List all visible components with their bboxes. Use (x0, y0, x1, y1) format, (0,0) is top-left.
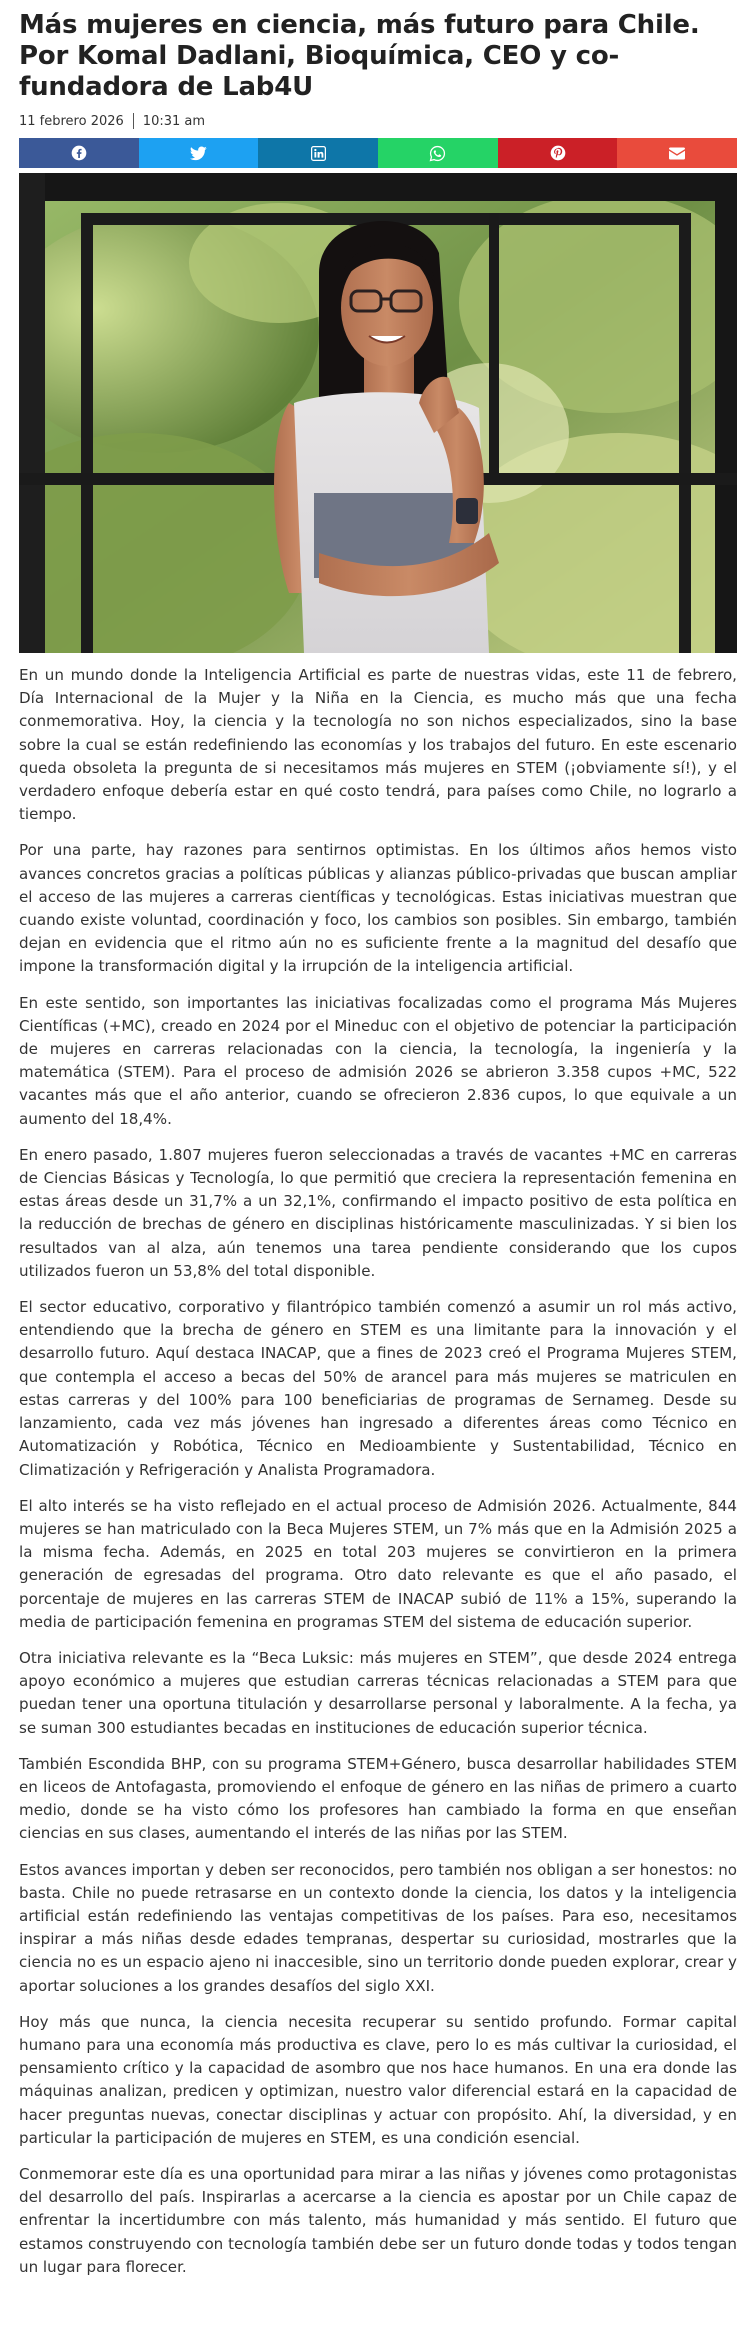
whatsapp-icon (429, 145, 446, 162)
article-paragraph: También Escondida BHP, con su programa STEM+Género, busca desarrollar habilidades STEM en liceos de Antofagasta, promoviendo el enfoque de género en las niñas de primero a cuarto medio, donde se ha visto cómo los profesores han cambiado la forma en que enseñan ciencias en sus clases, aumentando el interés de las niñas por las STEM. (19, 1754, 737, 1843)
facebook-icon (71, 145, 87, 161)
portrait-photo (19, 173, 737, 653)
article-paragraph: Estos avances importan y deben ser reconocidos, pero también nos obligan a ser honestos: no basta. Chile no puede retrasarse en un contexto donde la ciencia, los datos y la inteligencia artificial están redefiniendo las ventajas competitivas de los países. Para eso, necesitamos inspirar a más niñas desde edades tempranas, despertar su curiosidad, mostrarles que la ciencia no es un espacio ajeno ni inaccesible, sino un territorio donde pueden explorar, crear y aportar soluciones a los grandes desafíos del siglo XXI. (19, 1860, 737, 1995)
share-email-button[interactable] (617, 138, 737, 168)
article-hero-image (19, 173, 737, 653)
share-pinterest-button[interactable] (498, 138, 618, 168)
pinterest-icon (550, 145, 566, 161)
article-paragraph: El alto interés se ha visto reflejado en el actual proceso de Admisión 2026. Actualmente, 844 mujeres se han matriculado con la Beca Mujeres STEM, un 7% más que en la Admisión 2025 a la misma fecha. Además, en 2025 en total 203 mujeres se convirtieron en la primera generación de egresadas del programa. Otro dato relevante es que el año pasado, el porcentaje de mujeres en las carreras STEM de INACAP subió de 11% a 15%, superando la media de participación femenina en programas STEM del sistema de educación superior. (19, 1496, 737, 1631)
article-paragraph: En un mundo donde la Inteligencia Artificial es parte de nuestras vidas, este 11 de febrero, Día Internacional de la Mujer y la Niña en la Ciencia, es mucho más que una fecha conmemorativa. Hoy, la ciencia y la tecnología no son nichos especializados, sino la base sobre la cual se están redefiniendo las economías y los trabajos del futuro. En este escenario queda obsoleta la pregunta de si necesitamos más mujeres en STEM (¡obviamente sí!), y el verdadero enfoque debería estar en qué costo tendrá, para países como Chile, no lograrlo a tiempo. (19, 666, 737, 824)
linkedin-icon (311, 146, 326, 161)
share-whatsapp-button[interactable] (378, 138, 498, 168)
email-icon (669, 147, 685, 160)
article-meta (19, 112, 737, 130)
meta-divider (133, 113, 134, 129)
article-paragraph: Otra iniciativa relevante es la “Beca Luksic: más mujeres en STEM”, que desde 2024 entrega apoyo económico a mujeres que estudian carreras técnicas relacionadas a STEM para que puedan tener una oportuna titulación y desarrollarse personal y laboralmente. A la fecha, ya se suman 300 estudiantes becadas en instituciones de educación superior técnica. (19, 1648, 737, 1737)
article-paragraph: Por una parte, hay razones para sentirnos optimistas. En los últimos años hemos visto avances concretos gracias a políticas públicas y alianzas público-privadas que buscan ampliar el acceso de las mujeres a carreras científicas y tecnológicas. Estas iniciativas muestran que cuando existe voluntad, coordinación y foco, los cambios son posibles. Sin embargo, también dejan en evidencia que el ritmo aún no es suficiente frente a la magnitud del desafío que impone la transformación digital y la irrupción de la inteligencia artificial. (19, 841, 737, 976)
article-paragraph: En enero pasado, 1.807 mujeres fueron seleccionadas a través de vacantes +MC en carreras de Ciencias Básicas y Tecnología, lo que permitió que creciera la representación femenina en estas áreas desde un 31,7% a un 32,1%, confirmando el impacto positivo de esta política en la reducción de brechas de género en disciplinas históricamente masculinizadas. Y si bien los resultados van al alza, aún tenemos una tarea pendiente considerando que los cupos utilizados fueron un 53,8% del total disponible. (19, 1145, 737, 1280)
twitter-icon (190, 146, 207, 161)
article-paragraph: El sector educativo, corporativo y filantrópico también comenzó a asumir un rol más activo, entendiendo que la brecha de género en STEM es una limitante para la innovación y el desarrollo futuro. Aquí destaca INACAP, que a fines de 2023 creó el Programa Mujeres STEM, que contempla el acceso a becas del 50% de arancel para más mujeres se matriculen en estas carreras y del 100% para 100 beneficiarias de programas de Sernameg. Desde su lanzamiento, cada vez más jóvenes han ingresado a diferentes áreas como Técnico en Automatización y Robótica, Técnico en Medioambiente y Sustentabilidad, Técnico en Climatización y Refrigeración y Analista Programadora. (19, 1298, 737, 1479)
article-title: Más mujeres en ciencia, más futuro para Chile. Por Komal Dadlani, Bioquímica, CEO y co-fundadora de Lab4U (19, 10, 700, 102)
share-twitter-button[interactable] (139, 138, 259, 168)
publish-time: 10:31 am (142, 113, 206, 129)
share-facebook-button[interactable] (19, 138, 139, 168)
article-paragraph: En este sentido, son importantes las iniciativas focalizadas como el programa Más Mujeres Científicas (+MC), creado en 2024 por el Mineduc con el objetivo de potenciar la participación de mujeres en carreras relacionadas con la ciencia, la tecnología, la ingeniería y la matemática (STEM). Para el proceso de admisión 2026 se abrieron 3.358 cupos +MC, 522 vacantes más que el año anterior, cuando se ofrecieron 2.836 cupos, lo que equivale a un aumento del 18,4%. (19, 993, 737, 1128)
article-paragraph: Hoy más que nunca, la ciencia necesita recuperar su sentido profundo. Formar capital humano para una economía más productiva es clave, pero lo es más cultivar la curiosidad, el pensamiento crítico y la capacidad de asombro que nos hace humanos. En una era donde las máquinas analizan, predicen y optimizan, nuestro valor diferencial estará en la capacidad de hacer preguntas nuevas, conectar disciplinas y actuar con propósito. Ahí, la diversidad, y en particular la participación de mujeres en STEM, es una condición esencial. (19, 2012, 737, 2147)
article-paragraph: Conmemorar este día es una oportunidad para mirar a las niñas y jóvenes como protagonistas del desarrollo del país. Inspirarlas a acercarse a la ciencia es apostar por un Chile capaz de enfrentar la incertidumbre con más talento, más humanidad y más sentido. El futuro que estamos construyendo con tecnología también debe ser un futuro donde todas y todos tengan un lugar para florecer. (19, 2164, 737, 2276)
share-bar (19, 138, 737, 168)
publish-date: 11 febrero 2026 (19, 113, 124, 129)
share-linkedin-button[interactable] (258, 138, 378, 168)
article-body (19, 664, 737, 2279)
